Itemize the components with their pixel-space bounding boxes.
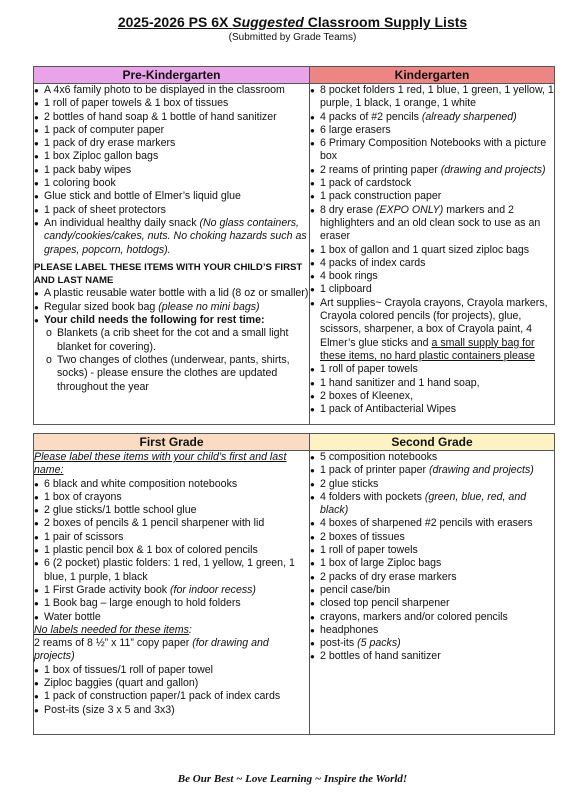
first-grade-heading: First Grade (34, 434, 310, 451)
list-item: ● 1 pack of dry erase markers (34, 137, 309, 150)
prek-rest-list (34, 327, 309, 393)
list-item: ● 4 packs of index cards (310, 257, 554, 270)
kindergarten-heading: Kindergarten (310, 67, 555, 84)
list-item: ● 8 dry erase (EXPO ONLY) markers and 2 highlighters and an old clean sock to use as an eraser (310, 204, 554, 244)
list-item: ● 1 box Ziploc gallon bags (34, 150, 309, 163)
page-title: 2025-2026 PS 6X Suggested Classroom Supply Lists (117, 14, 468, 30)
list-item: ● 6 (2 pocket) plastic folders: 1 red, 1 yellow, 1 green, 1 blue, 1 purple, 1 black (34, 557, 309, 584)
list-item: ● 1 pack of cardstock (310, 177, 554, 190)
first-grade-list (34, 478, 309, 624)
first-copy-paper: 2 reams of 8 ½” x 11” copy paper (for drawing and projects) (34, 637, 269, 663)
list-item: ● 1 clipboard (310, 283, 554, 296)
second-grade-heading: Second Grade (310, 434, 555, 451)
list-item: ● 2 bottles of hand sanitizer (310, 650, 554, 663)
list-item: ● 1 roll of paper towels & 1 box of tissues (34, 97, 309, 110)
list-item: ● Ziploc baggies (quart and gallon) (34, 677, 309, 690)
list-item: ● 1 pack of Antibacterial Wipes (310, 403, 554, 416)
list-item: ● Glue stick and bottle of Elmer’s liquid glue (34, 190, 309, 203)
prek-heading: Pre-Kindergarten (34, 67, 310, 84)
second-grade-list (310, 451, 554, 664)
list-item: ● headphones (310, 624, 554, 637)
kindergarten-list (310, 84, 554, 416)
list-item: ● 2 boxes of Kleenex, (310, 390, 554, 403)
list-item: ● 1 pack baby wipes (34, 164, 309, 177)
list-item: ● 1 hand sanitizer and 1 hand soap, (310, 377, 554, 390)
list-item: ● 2 packs of dry erase markers (310, 571, 554, 584)
list-item: ● 2 boxes of pencils & 1 pencil sharpener with lid (34, 517, 309, 530)
first-no-labels-note: No labels needed for these items: (34, 623, 192, 636)
list-item: ● closed top pencil sharpener (310, 597, 554, 610)
first-grade-list-cell (34, 451, 310, 735)
list-item: ● 1 pack construction paper (310, 190, 554, 203)
list-item: ● 4 folders with pockets (green, blue, red, and black) (310, 491, 554, 518)
list-item: ● crayons, markers and/or colored pencils (310, 611, 554, 624)
list-item: o Two changes of clothes (underwear, pants, shirts, socks) - please ensure the clothes are updated throughout the year (46, 354, 309, 394)
list-item: ● 1 Book bag – large enough to hold folders (34, 597, 309, 610)
list-item: ● A 4x6 family photo to be displayed in the classroom (34, 84, 309, 97)
prek-list (34, 84, 309, 257)
list-item: ● 1 roll of paper towels (310, 544, 554, 557)
list-item: ● 6 large erasers (310, 124, 554, 137)
list-item: ● 1 box of gallon and 1 quart sized ziploc bags (310, 244, 554, 257)
kindergarten-list-cell (310, 84, 555, 425)
list-item: ● Water bottle (34, 611, 309, 624)
list-item: ● 2 bottles of hand soap & 1 bottle of hand sanitizer (34, 111, 309, 124)
list-item: ● 8 pocket folders 1 red, 1 blue, 1 green, 1 yellow, 1 purple, 1 black, 1 orange, 1 white (310, 84, 554, 111)
list-item: ● 1 plastic pencil box & 1 box of colored pencils (34, 544, 309, 557)
list-item: ● 1 box of large Ziploc bags (310, 557, 554, 570)
list-item: ● 4 boxes of sharpened #2 pencils with erasers (310, 517, 554, 530)
list-item: ● 2 boxes of tissues (310, 531, 554, 544)
list-item: ● 1 pack of computer paper (34, 124, 309, 137)
list-item: ● 5 composition notebooks (310, 451, 554, 464)
list-item: ● 1 box of crayons (34, 491, 309, 504)
list-item: ● 1 coloring book (34, 177, 309, 190)
list-item: ● An individual healthy daily snack (No glass containers, candy/cookies/cakes, nuts. No choking hazards such as grapes, popcorn, hotdogs). (34, 217, 309, 257)
list-item: ● 1 pair of scissors (34, 531, 309, 544)
list-item: ● 4 book rings (310, 270, 554, 283)
list-item: ● Regular sized book bag (please no mini bags) (34, 301, 309, 314)
list-item: ● Post-its (size 3 x 5 and 3x3) (34, 704, 309, 717)
supply-table-top (33, 66, 555, 425)
list-item: ● 2 reams of printing paper (drawing and projects) (310, 164, 554, 177)
footer-motto: Be Our Best ~ Love Learning ~ Inspire the World! (177, 773, 408, 785)
first-unlabeled-list (34, 664, 309, 717)
list-item: ● Art supplies~ Crayola crayons, Crayola markers, Crayola colored pencils (for projects), glue, scissors, sharpener, a box of Crayola paint, 4 Elmer’s glue sticks and a small supply bag for these items, no hard plastic containers please (310, 297, 554, 363)
list-item: ● A plastic reusable water bottle with a lid (8 oz or smaller) (34, 287, 309, 300)
prek-label-heading: PLEASE LABEL THESE ITEMS WITH YOUR CHILD’S FIRST AND LAST NAME (34, 261, 303, 287)
list-item: ● pencil case/bin (310, 584, 554, 597)
list-item: ● 1 box of tissues/1 roll of paper towel (34, 664, 309, 677)
prek-list-cell (34, 84, 310, 425)
list-item: ● 1 pack of printer paper (drawing and projects) (310, 464, 554, 477)
list-item: ● 2 glue sticks (310, 478, 554, 491)
list-item: ● 6 Primary Composition Notebooks with a picture box (310, 137, 554, 164)
first-label-note: Please label these items with your child’s first and last name: (34, 451, 287, 477)
second-grade-list-cell (310, 451, 555, 735)
list-item: ● 1 roll of paper towels (310, 363, 554, 376)
list-item: ● Your child needs the following for rest time: (34, 314, 309, 327)
list-item: ● post-its (5 packs) (310, 637, 554, 650)
list-item: o Blankets (a crib sheet for the cot and a small light blanket for covering). (46, 327, 309, 354)
list-item: ● 1 pack of sheet protectors (34, 204, 309, 217)
supply-table-bottom (33, 433, 555, 735)
list-item: ● 4 packs of #2 pencils (already sharpened) (310, 111, 554, 124)
list-item: ● 2 glue sticks/1 bottle school glue (34, 504, 309, 517)
prek-labeled-list (34, 287, 309, 327)
list-item: ● 1 First Grade activity book (for indoor recess) (34, 584, 309, 597)
list-item: ● 1 pack of construction paper/1 pack of index cards (34, 690, 309, 703)
list-item: ● 6 black and white composition notebooks (34, 478, 309, 491)
page-subtitle: (Submitted by Grade Teams) (228, 32, 357, 43)
